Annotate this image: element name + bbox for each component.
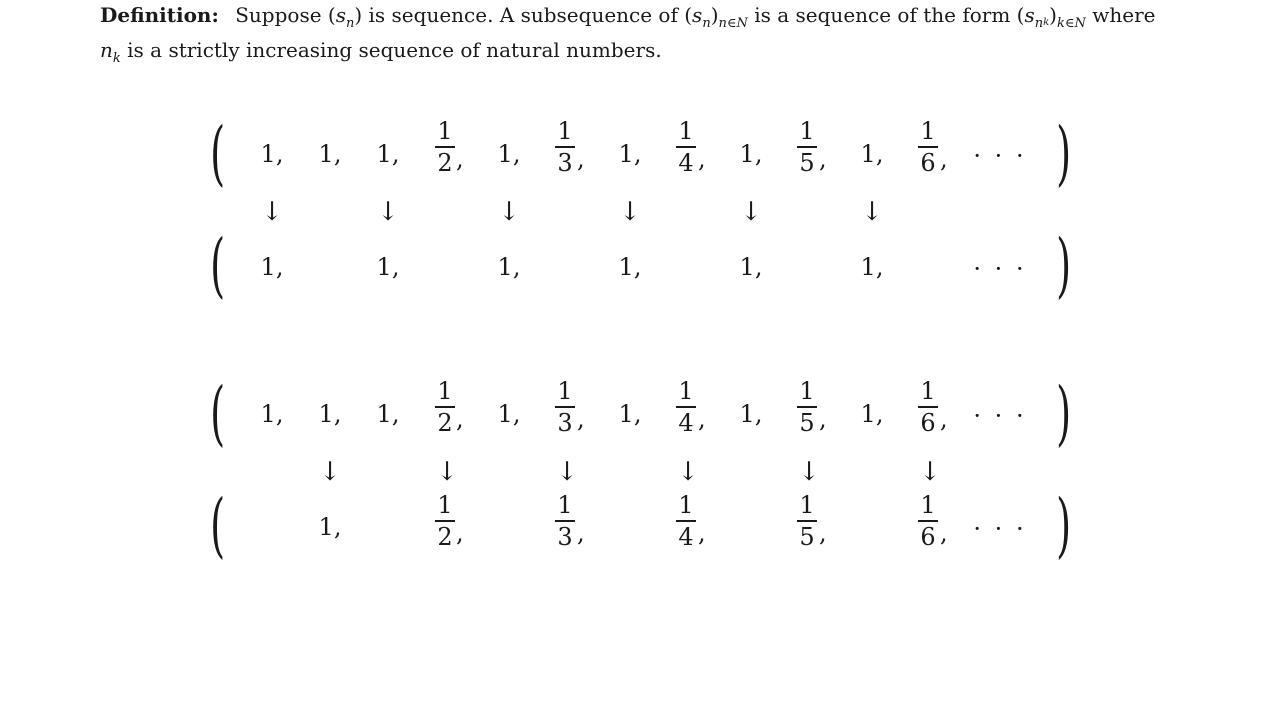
frac-numerator: 1 — [920, 491, 936, 519]
frac-bar — [435, 520, 455, 522]
left-paren: ( — [210, 224, 226, 306]
comma: , — [819, 145, 827, 173]
sub-term: 1, — [497, 253, 521, 281]
frac-numerator: 1 — [799, 491, 815, 519]
frac-bar — [918, 146, 938, 148]
term: 1, — [318, 400, 342, 428]
term: 1, — [860, 140, 884, 168]
definition-label: Definition: — [100, 3, 219, 27]
definition-text-6: where — [1085, 3, 1156, 27]
frac-numerator: 1 — [678, 377, 694, 405]
var-n-sub-3: n — [1034, 16, 1044, 31]
term: 1, — [497, 400, 521, 428]
frac-denominator: 4 — [678, 523, 694, 551]
var-n-sub: n — [345, 16, 355, 31]
term: 1, — [376, 140, 400, 168]
var-n-sub-2: n — [702, 16, 711, 31]
frac-bar — [555, 146, 575, 148]
sub-term: 1, — [860, 253, 884, 281]
frac-denominator: 3 — [557, 149, 573, 177]
comma: , — [940, 145, 948, 173]
ellipsis: · · · — [973, 255, 1027, 283]
comma: , — [940, 405, 948, 433]
term: 1, — [260, 400, 284, 428]
frac-numerator: 1 — [557, 117, 573, 145]
term: 1, — [260, 140, 284, 168]
comma: , — [456, 145, 464, 173]
comma: , — [698, 405, 706, 433]
sub-term: 1, — [739, 253, 763, 281]
var-s-3: s — [1024, 3, 1035, 27]
comma: , — [819, 519, 827, 547]
var-s-2: s — [692, 3, 703, 27]
k-in-N-sub: k∈N — [1056, 16, 1086, 31]
frac-denominator: 4 — [678, 149, 694, 177]
frac-bar — [797, 406, 817, 408]
comma: , — [819, 405, 827, 433]
frac-denominator: 6 — [920, 409, 936, 437]
term: 1, — [739, 400, 763, 428]
down-arrow-icon: ↓ — [436, 457, 458, 487]
left-paren: ( — [210, 372, 226, 454]
frac-numerator: 1 — [920, 117, 936, 145]
down-arrow-icon: ↓ — [861, 197, 883, 227]
frac-bar — [676, 146, 696, 148]
down-arrow-icon: ↓ — [619, 197, 641, 227]
frac-denominator: 5 — [799, 523, 815, 551]
term: 1, — [497, 140, 521, 168]
definition-text-5: ) — [1049, 3, 1057, 27]
sub-term: 1, — [260, 253, 284, 281]
var-n-k: n — [100, 38, 113, 62]
term: 1, — [618, 140, 642, 168]
left-paren: ( — [210, 112, 226, 194]
frac-numerator: 1 — [437, 377, 453, 405]
frac-denominator: 6 — [920, 149, 936, 177]
term: 1, — [739, 140, 763, 168]
down-arrow-icon: ↓ — [261, 197, 283, 227]
down-arrow-icon: ↓ — [919, 457, 941, 487]
frac-denominator: 4 — [678, 409, 694, 437]
right-paren: ) — [1056, 372, 1072, 454]
frac-bar — [435, 146, 455, 148]
down-arrow-icon: ↓ — [798, 457, 820, 487]
term: 1, — [376, 400, 400, 428]
comma: , — [577, 519, 585, 547]
frac-bar — [797, 520, 817, 522]
left-paren: ( — [210, 484, 226, 566]
var-k-subsub: k — [1043, 17, 1050, 28]
frac-denominator: 5 — [799, 409, 815, 437]
frac-bar — [676, 406, 696, 408]
down-arrow-icon: ↓ — [377, 197, 399, 227]
frac-numerator: 1 — [799, 377, 815, 405]
frac-bar — [797, 146, 817, 148]
term: 1, — [318, 140, 342, 168]
definition-text-1: Suppose ( — [235, 3, 336, 27]
frac-bar — [918, 406, 938, 408]
down-arrow-icon: ↓ — [498, 197, 520, 227]
frac-bar — [555, 406, 575, 408]
right-paren: ) — [1056, 484, 1072, 566]
frac-numerator: 1 — [799, 117, 815, 145]
frac-numerator: 1 — [557, 377, 573, 405]
sub-term: 1, — [318, 513, 342, 541]
frac-denominator: 5 — [799, 149, 815, 177]
ellipsis: · · · — [973, 402, 1027, 430]
frac-bar — [555, 520, 575, 522]
frac-denominator: 2 — [437, 523, 453, 551]
var-n-k-sub: k — [112, 51, 121, 66]
sub-term: 1, — [618, 253, 642, 281]
definition-text-3: ) — [710, 3, 719, 27]
frac-bar — [435, 406, 455, 408]
frac-numerator: 1 — [557, 491, 573, 519]
var-s: s — [335, 3, 346, 27]
down-arrow-icon: ↓ — [740, 197, 762, 227]
frac-bar — [918, 520, 938, 522]
definition-text-2: ) is sequence. A subsequence of ( — [354, 3, 693, 27]
frac-numerator: 1 — [920, 377, 936, 405]
right-paren: ) — [1056, 224, 1072, 306]
frac-denominator: 2 — [437, 149, 453, 177]
definition-paragraph — [100, 2, 1180, 72]
definition-text-4: is a sequence of the form ( — [747, 3, 1025, 27]
comma: , — [577, 405, 585, 433]
comma: , — [698, 519, 706, 547]
frac-numerator: 1 — [437, 117, 453, 145]
ellipsis: · · · — [973, 142, 1027, 170]
ellipsis: · · · — [973, 515, 1027, 543]
frac-denominator: 3 — [557, 409, 573, 437]
down-arrow-icon: ↓ — [556, 457, 578, 487]
frac-numerator: 1 — [678, 491, 694, 519]
comma: , — [698, 145, 706, 173]
definition-text-7: is a strictly increasing sequence of natural numbers. — [120, 38, 662, 62]
frac-denominator: 3 — [557, 523, 573, 551]
frac-bar — [676, 520, 696, 522]
comma: , — [940, 519, 948, 547]
sub-term: 1, — [376, 253, 400, 281]
frac-numerator: 1 — [437, 491, 453, 519]
n-in-N-sub: n∈N — [718, 16, 748, 31]
comma: , — [577, 145, 585, 173]
term: 1, — [860, 400, 884, 428]
right-paren: ) — [1056, 112, 1072, 194]
frac-numerator: 1 — [678, 117, 694, 145]
comma: , — [456, 405, 464, 433]
term: 1, — [618, 400, 642, 428]
down-arrow-icon: ↓ — [677, 457, 699, 487]
frac-denominator: 2 — [437, 409, 453, 437]
comma: , — [456, 519, 464, 547]
down-arrow-icon: ↓ — [319, 457, 341, 487]
frac-denominator: 6 — [920, 523, 936, 551]
